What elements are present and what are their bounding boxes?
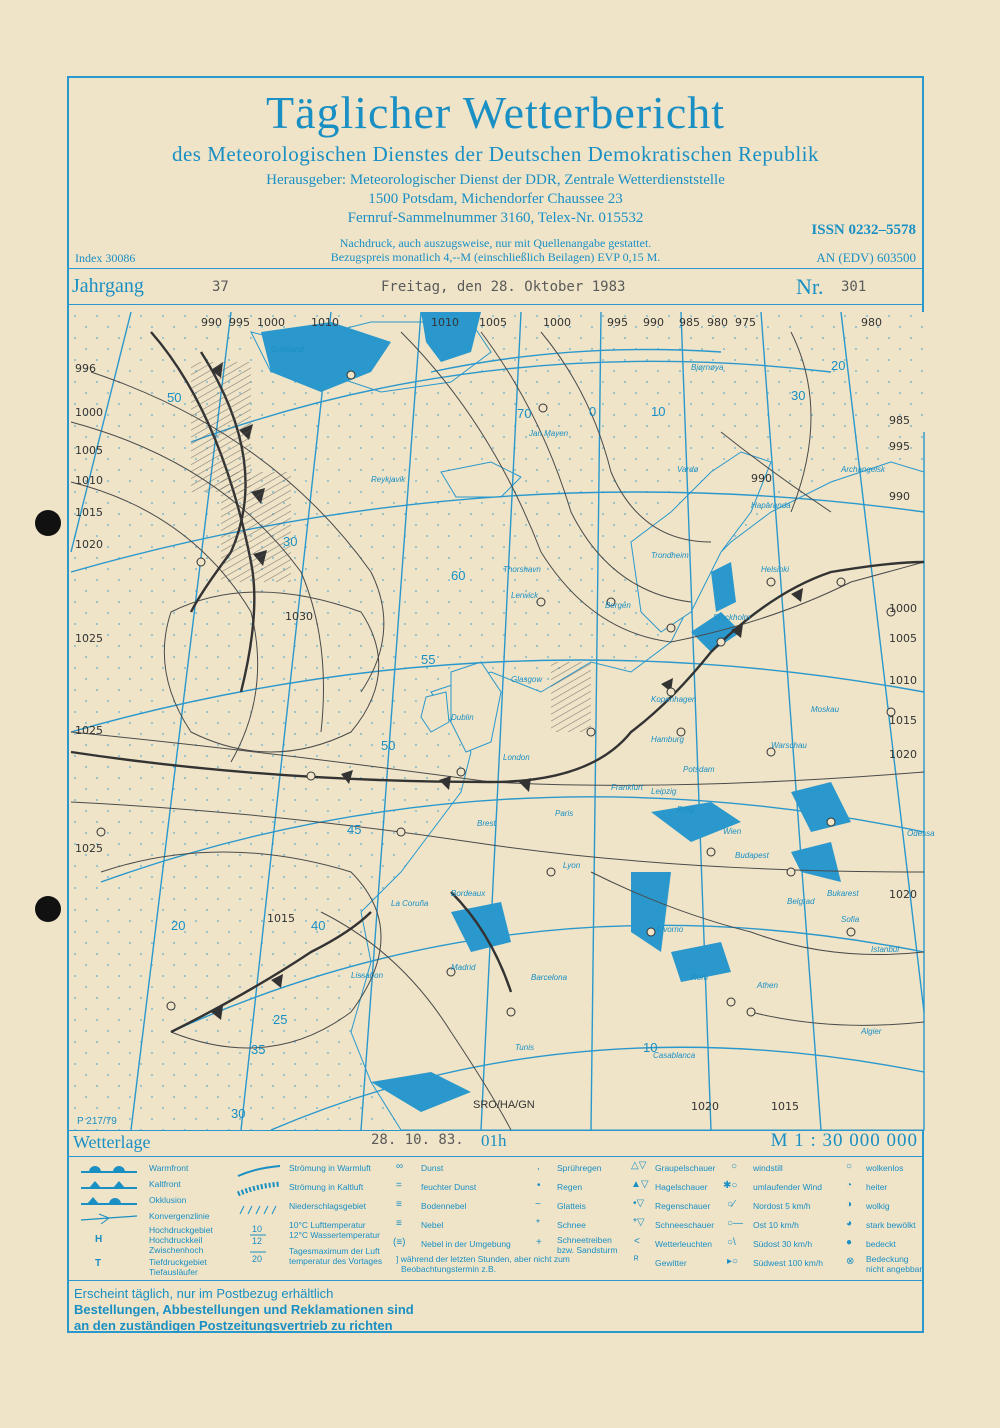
legend-hochdruckkeil: Hochdruckkeil xyxy=(149,1235,203,1245)
place-label-30: Bordeaux xyxy=(451,889,486,898)
reprint-note: Nachdruck, auch auszugsweise, nur mit Quellenangabe gestattet. xyxy=(339,236,652,250)
wetterlage-date: 28. 10. 83. xyxy=(371,1132,464,1148)
heiter-icon: ◔ xyxy=(846,1180,853,1191)
isobar-label-31: 1025 xyxy=(75,842,103,855)
wetterlage-time: 01h xyxy=(481,1131,507,1150)
place-label-4: Vardø xyxy=(677,465,699,474)
isobar-label-12: 980 xyxy=(861,316,882,329)
publisher-line: Herausgeber: Meteorologischer Dienst der DDR, Zentrale Wetterdienststelle xyxy=(266,172,725,188)
legend-umlaufender-wind: umlaufender Wind xyxy=(753,1182,822,1192)
latitude-label-2: 55 xyxy=(421,652,436,667)
rule-map-top xyxy=(69,304,922,305)
footer-line-1: Erscheint täglich, nur im Postbezug erhältlich xyxy=(74,1286,334,1301)
legend-wolkenlos: wolkenlos xyxy=(866,1163,904,1173)
legend-feuchter-dunst: feuchter Dunst xyxy=(421,1182,477,1192)
isobar-label-30: 1020 xyxy=(889,748,917,761)
wolkenlos-icon: ○ xyxy=(846,1161,853,1172)
legend-stark-bewoelkt: stark bewölkt xyxy=(866,1220,916,1230)
place-label-5: Haparanda xyxy=(751,501,791,510)
windstill-icon: ○ xyxy=(731,1161,738,1172)
wetterlage-label: Wetterlage xyxy=(73,1132,151,1152)
place-label-23: Prag xyxy=(677,805,694,814)
latitude-label-14: 10 xyxy=(643,1040,658,1055)
isobar-label-13: 996 xyxy=(75,362,96,375)
legend-stroemung-warmluft: Strömung in Warmluft xyxy=(289,1163,371,1173)
latitude-label-10: 20 xyxy=(171,918,186,933)
legend-vergangenes-wetter: ] während der letzten Stunden, aber nicht zum xyxy=(396,1254,570,1264)
legend-beobachtungstermin: Beobachtungstermin z.B. xyxy=(401,1264,496,1274)
isobar-label-9: 985 xyxy=(679,316,700,329)
schneeschauer-icon: *▽ xyxy=(633,1217,645,1228)
place-label-28: Odessa xyxy=(907,829,935,838)
place-label-0: Grönland xyxy=(271,345,304,354)
place-label-33: Bukarest xyxy=(827,889,859,898)
legend-suedwest: Südwest 100 km/h xyxy=(753,1258,823,1268)
legend-warmfront: Warmfront xyxy=(149,1163,189,1173)
place-label-37: Madrid xyxy=(451,963,476,972)
legend-nicht-angebbar: nicht angebbar xyxy=(866,1264,923,1274)
latitude-label-4: 45 xyxy=(347,822,362,837)
wind-nordost-icon: ○⁄ xyxy=(727,1199,735,1210)
isobar-label-25: 990 xyxy=(889,490,910,503)
isobar-label-18: 1020 xyxy=(75,538,103,551)
legend-okklusion: Okklusion xyxy=(149,1195,187,1205)
isobar-label-0: 990 xyxy=(201,316,222,329)
issue-date: Freitag, den 28. Oktober 1983 xyxy=(381,279,626,295)
latitude-label-11: 25 xyxy=(273,1012,288,1027)
legend-tiefdruckgebiet: Tiefdruckgebiet xyxy=(149,1257,207,1267)
glatteis-icon: ~ xyxy=(535,1199,541,1210)
place-label-10: Trondheim xyxy=(651,551,689,560)
dunst-icon: ∞ xyxy=(396,1161,404,1172)
isobar-label-24: 995 xyxy=(889,440,910,453)
wind-suedwest-icon: ▸○ xyxy=(727,1256,739,1267)
isobar-label-27: 1005 xyxy=(889,632,917,645)
place-label-1: Bjørnøya xyxy=(691,363,724,372)
page-title: Täglicher Wetterbericht xyxy=(265,87,726,138)
isobar-label-3: 1010 xyxy=(311,316,339,329)
isobar-label-7: 995 xyxy=(607,316,628,329)
place-label-44: Casablanca xyxy=(653,1051,696,1060)
map-stamp: SRO/HA/GN xyxy=(473,1099,535,1111)
nebel-icon: ≡ xyxy=(396,1218,402,1229)
place-label-11: Helsinki xyxy=(761,565,790,574)
legend-ost: Ost 10 km/h xyxy=(753,1220,799,1230)
legend-bedeckt: bedeckt xyxy=(866,1239,896,1249)
nr-value: 301 xyxy=(841,279,867,295)
legend-wassertemperatur: 12°C Wassertemperatur xyxy=(289,1230,380,1240)
legend-front-symbols xyxy=(79,1162,139,1272)
place-label-40: Rom xyxy=(691,973,708,982)
isobar-label-6: 1000 xyxy=(543,316,571,329)
legend-regenschauer: Regenschauer xyxy=(655,1201,711,1211)
place-label-13: Moskau xyxy=(811,705,840,714)
legend-nordost: Nordost 5 km/h xyxy=(753,1201,811,1211)
isobar-label-23: 990 xyxy=(751,472,772,485)
legend-nebel: Nebel xyxy=(421,1220,444,1230)
place-label-35: Istanbul xyxy=(871,945,900,954)
umlaufender-wind-icon: ✱○ xyxy=(723,1180,738,1191)
legend-glatteis: Glatteis xyxy=(557,1201,586,1211)
isobar-label-2: 1000 xyxy=(257,316,285,329)
hagelschauer-icon: ▲▽ xyxy=(631,1179,649,1190)
svg-text:H: H xyxy=(95,1234,103,1245)
isobar-label-11: 975 xyxy=(735,316,756,329)
legend-dunst: Dunst xyxy=(421,1163,444,1173)
legend-tiefauslaeufer: Tiefausläufer xyxy=(149,1267,198,1277)
isobar-label-20: 1030 xyxy=(285,610,313,623)
place-label-36: Lissabon xyxy=(351,971,384,980)
latitude-label-13: 0 xyxy=(589,404,597,419)
weather-map-svg xyxy=(71,312,935,1130)
latitude-label-5: 40 xyxy=(311,918,326,933)
isobar-label-17: 1015 xyxy=(75,506,103,519)
legend-tagesmaximum: Tagesmaximum der Luft xyxy=(289,1246,380,1256)
latitude-label-8: 50 xyxy=(167,390,182,405)
bulletin-frame xyxy=(67,76,935,1333)
isobar-label-29: 1015 xyxy=(889,714,917,727)
latitude-label-0: 70 xyxy=(517,406,532,421)
wind-suedost-icon: ○\ xyxy=(727,1237,736,1248)
regenschauer-icon: •▽ xyxy=(633,1198,645,1209)
graupelschauer-icon: △▽ xyxy=(631,1160,647,1171)
place-label-21: Frankfurt xyxy=(611,783,644,792)
price-note: Bezugspreis monatlich 4,--M (einschließlich Beilagen) EVP 0,15 M. xyxy=(330,250,661,264)
place-label-39: Livorno xyxy=(657,925,684,934)
jahrgang-value: 37 xyxy=(212,279,229,295)
isobar-label-1: 995 xyxy=(229,316,250,329)
weather-map xyxy=(71,312,935,1130)
an-edv-number: AN (EDV) 603500 xyxy=(816,250,916,265)
place-label-3: Reykjavik xyxy=(371,475,406,484)
precip-area-2 xyxy=(221,472,291,582)
phone-line: Fernruf-Sammelnummer 3160, Telex-Nr. 015532 xyxy=(347,210,644,226)
stark-bewoelkt-icon: ◕ xyxy=(846,1218,853,1229)
svg-text:10: 10 xyxy=(252,1224,263,1234)
svg-text:12: 12 xyxy=(252,1236,263,1246)
place-label-18: London xyxy=(503,753,530,762)
place-label-2: Jan Mayen xyxy=(529,429,569,438)
isobar-label-26: 1000 xyxy=(889,602,917,615)
legend-suedost: Südost 30 km/h xyxy=(753,1239,813,1249)
legend-wolkig: wolkig xyxy=(866,1201,890,1211)
legend-hochdruckgebiet: Hochdruckgebiet xyxy=(149,1225,213,1235)
latitude-label-3: 50 xyxy=(381,738,396,753)
legend-spruehregen: Sprühregen xyxy=(557,1163,602,1173)
bodennebel-icon: ≡ xyxy=(396,1199,402,1210)
bedeckt-icon: ● xyxy=(846,1237,853,1248)
legend-gewitter: Gewitter xyxy=(655,1258,687,1268)
isobar-label-19: 1025 xyxy=(75,632,103,645)
legend-schneeschauer: Schneeschauer xyxy=(655,1220,715,1230)
place-label-27: Budapest xyxy=(735,851,769,860)
legend-nebel-umgebung: Nebel in der Umgebung xyxy=(421,1239,511,1249)
place-label-22: Leipzig xyxy=(651,787,677,796)
place-label-17: Hamburg xyxy=(651,735,684,744)
isobar-label-28: 1010 xyxy=(889,674,917,687)
issn: ISSN 0232–5578 xyxy=(811,222,916,238)
isobar-label-15: 1005 xyxy=(75,444,103,457)
feuchter-dunst-icon: = xyxy=(396,1180,402,1191)
legend-graupelschauer: Graupelschauer xyxy=(655,1163,716,1173)
legend-wetterleuchten: Wetterleuchten xyxy=(655,1239,713,1249)
place-label-6: Archangelsk xyxy=(841,465,886,474)
rule-legend-bottom xyxy=(69,1280,922,1281)
page-subtitle: des Meteorologischen Dienstes der Deutschen Demokratischen Republik xyxy=(171,142,819,166)
isobar-label-14: 1000 xyxy=(75,406,103,419)
schnee-icon: * xyxy=(536,1218,540,1229)
schneetreiben-icon: + xyxy=(536,1237,542,1248)
isobar-label-22: 985 xyxy=(889,414,910,427)
legend-bodennebel: Bodennebel xyxy=(421,1201,467,1211)
bedeckung-unbekannt-icon: ⊗ xyxy=(846,1256,855,1267)
place-label-12: Stockholm xyxy=(713,613,751,622)
footer-line-3: an den zuständigen Postzeitungsvertrieb zu richten xyxy=(74,1318,393,1333)
gewitter-icon: ᴿ xyxy=(634,1255,639,1266)
legend-windstill: windstill xyxy=(753,1163,783,1173)
place-label-25: Paris xyxy=(555,809,574,818)
legend-zwischenhoch: Zwischenhoch xyxy=(149,1245,204,1255)
place-label-9: Bergen xyxy=(605,601,631,610)
legend-niederschlagsgebiet: Niederschlagsgebiet xyxy=(289,1201,367,1211)
isobar-label-10: 980 xyxy=(707,316,728,329)
footer-line-2: Bestellungen, Abbestellungen und Reklamationen sind xyxy=(74,1302,414,1317)
svg-text:20: 20 xyxy=(252,1254,263,1264)
wetterleuchten-icon: < xyxy=(634,1236,640,1247)
svg-text:T: T xyxy=(95,1258,102,1269)
spruehregen-icon: , xyxy=(537,1161,540,1172)
latitude-label-6: 35 xyxy=(251,1042,266,1057)
place-label-20: Warschau xyxy=(771,741,807,750)
place-label-34: Sofia xyxy=(841,915,860,924)
legend-schnee: Schnee xyxy=(557,1220,586,1230)
isobar-label-34: 1020 xyxy=(691,1100,719,1113)
place-label-15: Dublin xyxy=(451,713,474,722)
wind-ost-icon: ○— xyxy=(727,1218,744,1229)
legend-konvergenzlinie: Konvergenzlinie xyxy=(149,1211,210,1221)
precip-area-3 xyxy=(551,662,591,732)
punch-hole-top xyxy=(35,510,61,536)
place-label-26: Wien xyxy=(723,827,742,836)
place-label-14: Glasgow xyxy=(511,675,543,684)
map-scale: M 1 : 30 000 000 xyxy=(770,1130,918,1151)
place-label-8: Lerwick xyxy=(511,591,539,600)
legend-schneetreiben: Schneetreiben xyxy=(557,1235,612,1245)
place-label-43: Tunis xyxy=(515,1043,534,1052)
isobar-label-21: 1025 xyxy=(75,724,103,737)
place-label-29: Lyon xyxy=(563,861,581,870)
legend xyxy=(71,1158,924,1278)
latitude-label-9: 30 xyxy=(283,534,298,549)
place-label-42: Algier xyxy=(861,1027,882,1036)
jahrgang-label: Jahrgang xyxy=(72,275,144,297)
place-label-16: Kopenhagen xyxy=(651,695,697,704)
wolkig-icon: ◑ xyxy=(846,1199,853,1210)
address-line: 1500 Potsdam, Michendorfer Chaussee 23 xyxy=(368,191,623,207)
latitude-label-12: 10 xyxy=(651,404,666,419)
latitude-label-1: 60 xyxy=(451,568,466,583)
index-number: Index 30086 xyxy=(75,251,136,265)
place-label-24: Brest xyxy=(477,819,496,828)
legend-flow-symbols xyxy=(236,1162,284,1272)
rule-legend-top xyxy=(69,1156,922,1157)
place-label-32: Belgrad xyxy=(787,897,815,906)
place-label-19: Potsdam xyxy=(683,765,715,774)
legend-kaltfront: Kaltfront xyxy=(149,1179,181,1189)
rule-top xyxy=(69,268,922,269)
punch-hole-bottom xyxy=(35,896,61,922)
isobar-label-16: 1010 xyxy=(75,474,103,487)
isobar-label-33: 1015 xyxy=(267,912,295,925)
place-label-31: La Coruña xyxy=(391,899,429,908)
isobar-label-4: 1010 xyxy=(431,316,459,329)
isobar-label-35: 1015 xyxy=(771,1100,799,1113)
isobar-label-32: 1020 xyxy=(889,888,917,901)
nebel-umgebung-icon: (≡) xyxy=(393,1237,406,1248)
legend-lufttemperatur: 10°C Lufttemperatur xyxy=(289,1220,366,1230)
nr-label: Nr. xyxy=(796,274,824,299)
legend-hagelschauer: Hagelschauer xyxy=(655,1182,708,1192)
isobar-label-8: 990 xyxy=(643,316,664,329)
legend-sandsturm: bzw. Sandsturm xyxy=(557,1245,618,1255)
latitude-label-7: 30 xyxy=(231,1106,246,1121)
legend-regen: Regen xyxy=(557,1182,583,1192)
regen-icon: • xyxy=(537,1180,541,1191)
place-label-41: Athen xyxy=(757,981,778,990)
latitude-label-16: 30 xyxy=(791,388,806,403)
legend-vortag: temperatur des Vortages xyxy=(289,1256,383,1266)
map-ref: P 217/79 xyxy=(77,1116,117,1127)
legend-stroemung-kaltluft: Strömung in Kaltluft xyxy=(289,1182,364,1192)
place-label-38: Barcelona xyxy=(531,973,568,982)
legend-heiter: heiter xyxy=(866,1182,888,1192)
isobar-label-5: 1005 xyxy=(479,316,507,329)
place-label-7: Thorshavn xyxy=(503,565,541,574)
legend-bedeckung: Bedeckung xyxy=(866,1254,909,1264)
latitude-label-15: 20 xyxy=(831,358,846,373)
